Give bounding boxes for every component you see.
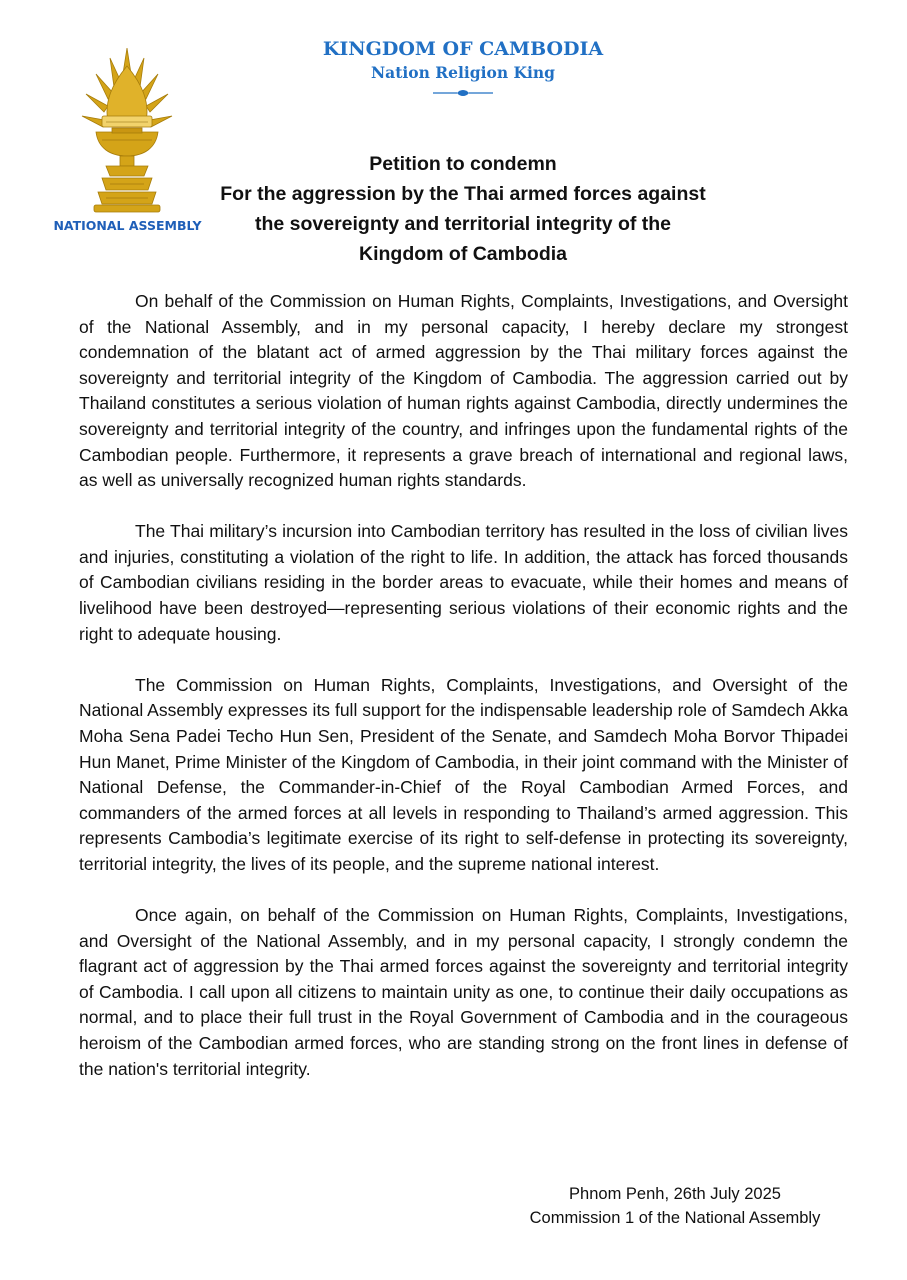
emblem-label: NATIONAL ASSEMBLY	[53, 218, 202, 233]
title-line: Petition to condemn	[369, 153, 557, 175]
title-line: the sovereignty and territorial integrity of the	[254, 213, 672, 235]
body-paragraph-2: The Thai military’s incursion into Cambodian territory has resulted in the loss of civilian lives and injuries, constituting a violation of the right to life. In addition, the attack has forced thousands of Cambodian civilians residing in the border areas to evacuate, while their homes and means of livelihood have been destroyed—representing serious violations of their economic rights and the right to adequate housing.	[79, 521, 848, 644]
signature-block	[505, 1182, 845, 1230]
body-paragraph-3: The Commission on Human Rights, Complaints, Investigations, and Oversight of the National Assembly expresses its full support for the indispensable leadership role of Samdech Akka Moha Sena Padei Techo Hun Sen, President of the Senate, and Samdech Moha Borvor Thipadei Hun Manet, Prime Minister of the Kingdom of Cambodia, in their joint command with the Minister of National Defense, the Commander-in-Chief of the Royal Cambodian Armed Forces, and commanders of the armed forces at all levels in responding to Thailand’s armed aggression. This represents Cambodia’s legitimate exercise of its right to self-defense in protecting its sovereignty, territorial integrity, the lives of its people, and the supreme national interest.	[79, 674, 848, 874]
header-ornament-icon	[431, 89, 495, 97]
title-line: Kingdom of Cambodia	[359, 243, 567, 265]
title-line: For the aggression by the Thai armed forces against	[220, 183, 706, 205]
place-date: Phnom Penh, 26th July 2025	[569, 1185, 781, 1203]
body-paragraph-1: On behalf of the Commission on Human Rights, Complaints, Investigations, and Oversight of the National Assembly, and in my personal capacity, I hereby declare my strongest condemnation of the blatant act of armed aggression by the Thai military forces against the sovereignty and territorial integrity of the Kingdom of Cambodia. The aggression carried out by Thailand constitutes a serious violation of human rights against Cambodia, directly undermines the sovereignty and territorial integrity of the country, and infringes upon the fundamental rights of the Cambodian people. Furthermore, it represents a grave breach of international and regional laws, as well as universally recognized human rights standards.	[79, 291, 848, 491]
kingdom-header	[263, 36, 663, 97]
petition-body	[79, 289, 848, 1108]
body-paragraph-4: Once again, on behalf of the Commission on Human Rights, Complaints, Investigations, and Oversight of the National Assembly, and in my personal capacity, I strongly condemn the flagrant act of aggression by the Thai armed forces against the sovereignty and territorial integrity of Cambodia. I call upon all citizens to maintain unity as one, to continue their daily occupations as normal, and to place their full trust in the Royal Government of Cambodia and in the courageous heroism of the Cambodian armed forces, who are standing strong on the front lines in defense of the nation's territorial integrity.	[79, 904, 848, 1079]
kingdom-title: KINGDOM OF CAMBODIA	[322, 38, 604, 60]
petition-title	[150, 149, 776, 269]
kingdom-motto: Nation Religion King	[371, 63, 555, 82]
issuer: Commission 1 of the National Assembly	[529, 1209, 821, 1227]
